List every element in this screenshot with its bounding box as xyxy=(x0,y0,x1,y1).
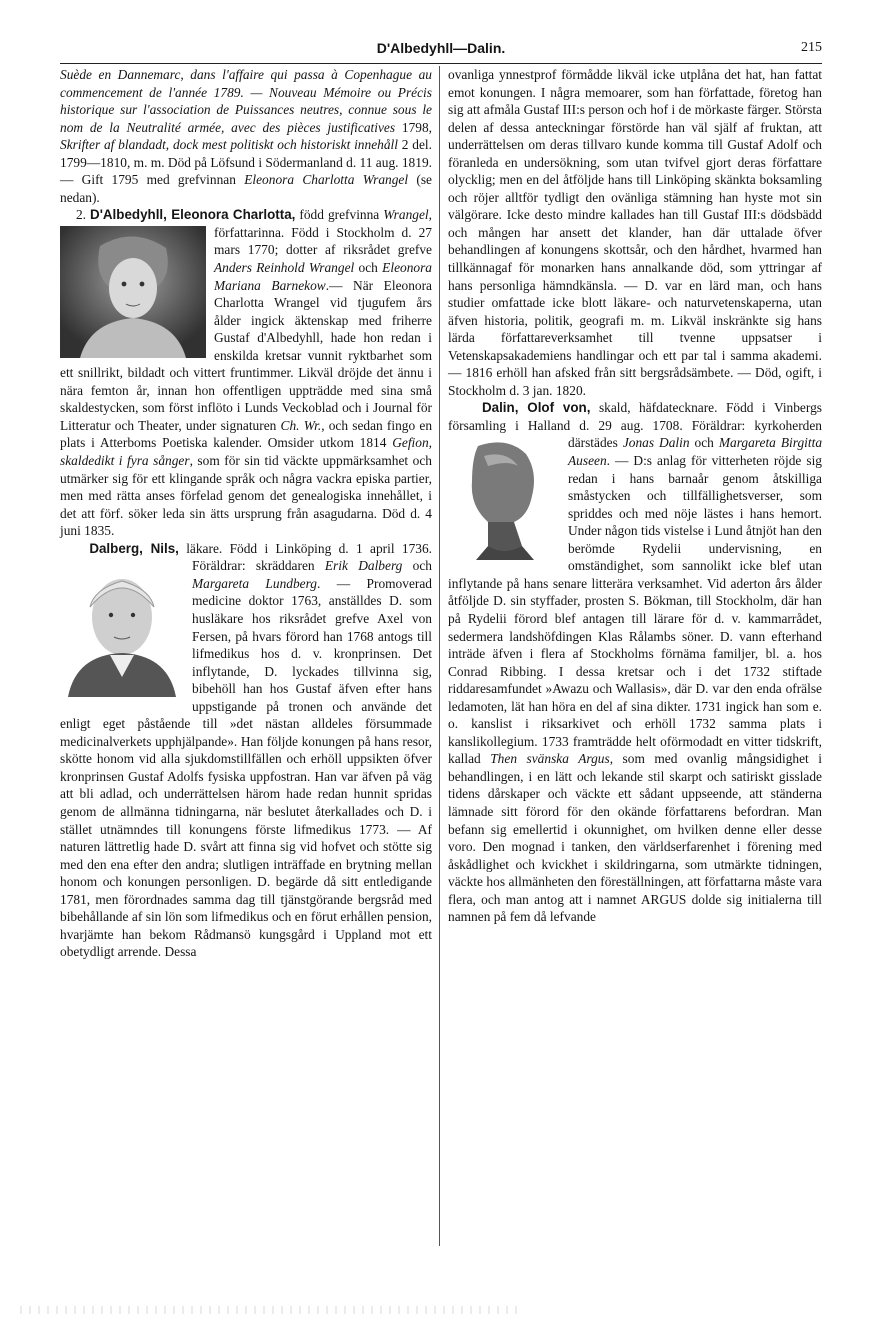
entry-dalberg-nils: Dalberg, Nils, läkare. Född i Linköping d. 1 april 1736. Föräldrar: skräddaren Erik Dalberg och Margareta Lundberg. — Promoverad medicine doktor 1763, anställdes D. som husläkare hos riksrådet grefve Axel von Fersen, på hvars förord han 1768 antogs till lifmedikus hos d. v. kronprinsen. Det inflytande, D. lyckades tillvinna sig, bibehöll han hos Gustaf äfven efter hans uppstigande på tronen och använde det enligt eget påstående till »det nästan alldeles försummade medicinalverkets upphjälpande». Han följde konungen på hans resor, skötte honom vid alla sjukdomstillfällen och erhöll uppsikten öfver kronprinsen Gustaf Adolfs fysiska uppfostran. Han var äfven på väg att bli adlad, och underrättelsen härom hade redan hunnit spridas genom de allmänna tidningarna, när beslutet återkallades och D. i stället utnämndes till konungens förste lifmedikus 1773. — Af naturen lättretlig hade D. svårt att finna sig vid hofvet och stötte sig med den ena efter den andra; slutligen inträffade en brytning mellan honom och konungen personligen. D. begärde då sitt entledigande 1781, men förordnades samma dag till tjänstgörande bergsråd med bibehållande af sin lön som lifmedikus och en förut erhållen pension, hvarjämte han bekom Rådmansö kungsgård i Uppland mot ett obetydligt arrende. Dessa xyxy=(60,540,432,960)
entry-dalin-olof: Dalin, Olof von, skald, häfdatecknare. Född i Vinbergs församling i Halland d. 29 aug. 1708. Föräldrar: kyrkoherden därstädes Jonas Dalin och Margareta Birgitta Auseen. — D:s anlag för vitterheten röjde sig redan i hans barnaår genom åtskilliga småstycken och tillfällighetsverser, som spriddes och med nöje lästes i hans hemort. Under någon tids vistelse i Lund åtnjöt han den berömde Rydelii undervisning, en omständighet, som sannolikt icke blef utan inflytande på hans senare litterära verksamhet. Vid aderton års ålder åtföljde D. sin styffader, prosten S. Bökman, till Stockholm, där han på Rydelii förord blef antagen till lärare för d. v. kammarrådet, sedermera landshöfdingen Klas Rålambs söner. D. vann efterhand inträde äfven i flera af Stockholms förnäma familjer, bl. a. hos Conrad Ribbing. I dessa kretsar och i det 1732 stiftade riddaresamfundet »Awazu och Wallasis», där D. var den enda ofrälse ledamoten, lät han höra en del af sina dikter. 1731 ingick han som e. o. kanslist i riksarkivet och erhöll 1732 samma plats i kanslikollegium. 1733 framträdde helt oförmodadt en vitter tidskrift, kallad Then svänska Argus, som med ovanlig mångsidighet i behandlingen, i en lätt och lekande stil skarpt och satiriskt gisslade tidens dårskaper och väckte ett sådant uppseende, att ständerna lämnade sitt förord för den okände författarens befordran. Man befann sig emellertid i okunnighet, om hvilken denne eller desse voro. Den mognad i tanken, den världserfarenhet i förening med åskådlighet och kvickhet i skildringarna, som utmärkte tidningen, väckte hos allmänheten den föreställningen, att författarna måste vara flera, och man antog att i namnet ARGUS dolde sig initialerna till namnen på fem då lefvande xyxy=(448,400,823,925)
portrait-eleonora-charlotta xyxy=(60,226,206,358)
page-header xyxy=(60,40,822,62)
header-rule xyxy=(60,63,822,64)
running-head: D'Albedyhll—Dalin. xyxy=(376,40,506,56)
portrait-dalin-olof xyxy=(448,436,560,560)
entry-headword: Dalin, Olof von, xyxy=(481,400,591,416)
page-number: 215 xyxy=(801,40,822,55)
dalberg-continuation: ovanliga ynnestprof förmådde likväl icke utplåna det hat, han fattat emot konungen. I några memoarer, som han författade, företog han sig att afmåla Gustaf III:s person och hof i de mörkaste färger. Största delen af dessa anteckningar förstörde han väl själf af fruktan, att underrättelsen om deras tillvaro kunde komma till Gustaf Adolf och föranleda en undersökning, som utan tvifvel gjort deras författare olycklig; men en del åtföljde hans till Linköping skänkta boksamling och röjer alltför tydligt den ovänliga stämning han hyste mot sin välgörare. Icke desto mindre kallades han till Gustaf III:s dödsbädd och mången har ansett det klander, han där uttalade öfver behandlingen af konungens skottsår, och den hårdhet, hvarmed han tillkännagaf för monarken hans annalkande död, som yttringar af hans personliga hämndkänsla. — D. var en lärd man, och hans studier omfattade icke blott läkare- och naturvetenskaperna, utan äfven historia, politik, geografi m. m. Likväl inskränkte sig hans lärda författareverksamhet till tvenne uppsatser i Vetenskapsakademiens handlingar och ett par tal i samma akademi. — 1816 erhöll han afsked från sitt bergsrådsämbete. — Död, ogift, i Stockholm d. 3 jan. 1820. xyxy=(448,67,822,398)
portrait-dalberg-nils xyxy=(60,559,184,697)
entry-eleonora-charlotta: 2. D'Albedyhll, Eleonora Charlotta, född grefvinna Wrangel, författarinna. Född i Stockholm d. 27 mars 1770; dotter af riksrådet grefve Anders Reinhold Wrangel och Eleonora Mariana Barnekow.— När Eleonora Charlotta Wrangel vid tjugufem års ålder ingick äktenskap med friherre Gustaf d'Albedyhll, hade hon redan i enskilda kretsar vunnit ryktbarhet som ett snillrikt, bildadt och vittert fruntimmer. Likväl dröjde det ännu i nära femton år, innan hon offentligen uppträdde med sina små skaldestycken, som först inflöto i Lunds Veckoblad och i Journal för Litteratur och Theater, under signaturen Ch. Wr., och sedan fingo en plats i Atterboms Poetiska kalender. Omsider utkom 1814 Gefion, skaldedikt i fyra sånger, som för sin tid väckte uppmärksamhet och utmärker sig för ett klingande språk och några vackra episka partier, men med rätta anses förfelad genom det genealogiska innehållet, i det att förf. söker leda sin ätts ursprung från asagudarna. Död d. 4 juni 1835. xyxy=(60,207,433,539)
entry-headword: Dalberg, Nils, xyxy=(89,540,179,556)
right-column xyxy=(448,66,822,926)
column-separator xyxy=(439,66,440,1246)
entry-headword: D'Albedyhll, Eleonora Charlotta, xyxy=(90,207,296,223)
left-column xyxy=(60,66,432,961)
scan-noise xyxy=(20,1306,520,1314)
previous-entry-continuation: Suède en Dannemarc, dans l'affaire qui passa à Copenhague au commencement de l'année 1789. — Nouveau Mémoire ou Précis historique sur l'association de Puissances neutres, connue sous le nom de la Neutralité armée, avec des pièces justificatives 1798, Skrifter af blandadt, dock mest politiskt och historiskt innehåll 2 del. 1799—1810, m. m. Död på Löfsund i Södermanland d. 11 aug. 1819. — Gift 1795 med grefvinnan Eleonora Charlotta Wrangel (se nedan). xyxy=(60,67,432,205)
